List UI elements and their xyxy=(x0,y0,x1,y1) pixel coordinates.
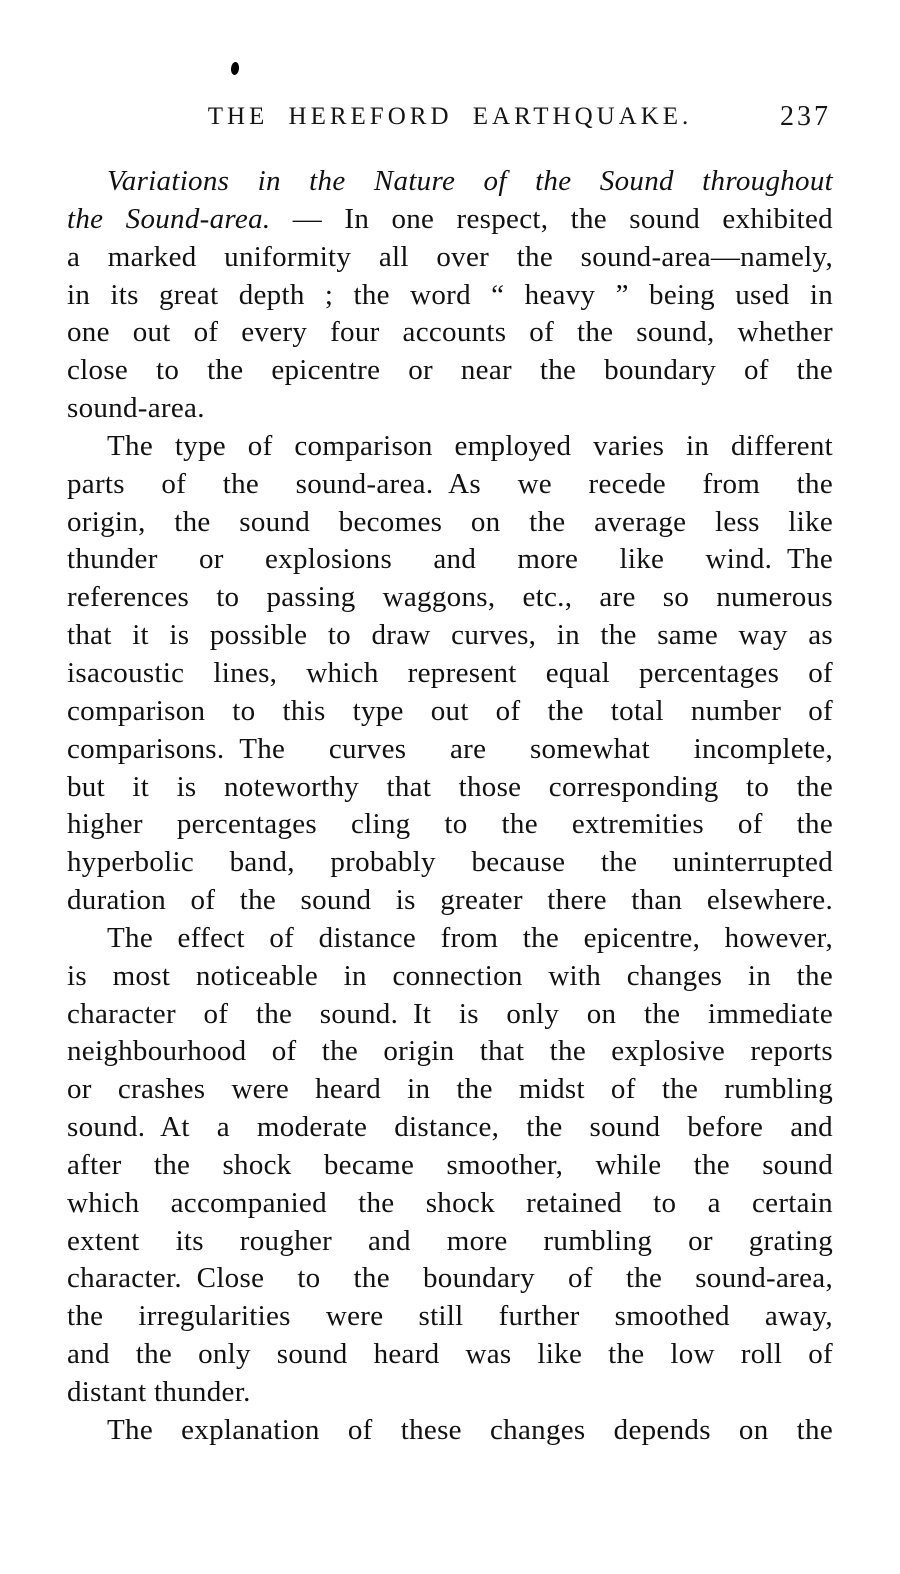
roman-text: — In one respect, the sound exhibited xyxy=(270,202,833,235)
text-line: distant thunder. xyxy=(67,1376,251,1408)
text-line: higher percentages cling to the extremities of the xyxy=(67,808,833,841)
text-line: isacoustic lines, which represent equal percentages of xyxy=(67,656,833,689)
text-line: comparison to this type out of the total number of xyxy=(67,694,833,727)
text-line: character. Close to the boundary of the sound-area, xyxy=(67,1262,833,1295)
text-line: thunder or explosions and more like wind. The xyxy=(67,543,833,576)
text-line: hyperbolic band, probably because the uninterrupted xyxy=(67,846,833,879)
text-line: one out of every four accounts of the sound, whether xyxy=(67,316,833,349)
text-line: that it is possible to draw curves, in the same way as xyxy=(67,619,833,652)
text-line: in its great depth ; the word “ heavy ” being used in xyxy=(67,278,833,311)
italic-text: Variations in the Nature of the Sound throughout xyxy=(107,165,833,197)
text-line: sound. At a moderate distance, the sound before and xyxy=(67,1111,833,1144)
text-line: references to passing waggons, etc., are so numerous xyxy=(67,581,833,614)
text-line: origin, the sound becomes on the average less like xyxy=(67,505,833,538)
text-line: neighbourhood of the origin that the explosive reports xyxy=(67,1035,833,1068)
text-line: parts of the sound-area. As we recede from the xyxy=(67,467,833,500)
text-line: The explanation of these changes depends on the xyxy=(107,1413,833,1446)
text-line: but it is noteworthy that those corresponding to the xyxy=(67,770,833,803)
text-line xyxy=(67,163,833,201)
page-number: 237 xyxy=(780,101,831,132)
text-line: The effect of distance from the epicentre, however, xyxy=(107,921,833,954)
text-line: and the only sound heard was like the low roll of xyxy=(67,1338,833,1371)
text-line xyxy=(67,201,833,239)
text-line: character of the sound. It is only on the immediate xyxy=(67,997,833,1030)
text-line: or crashes were heard in the midst of the rumbling xyxy=(67,1073,833,1106)
text-line: sound-area. xyxy=(67,392,205,425)
body-text-block xyxy=(67,163,833,1450)
text-line: extent its rougher and more rumbling or grating xyxy=(67,1224,833,1257)
ink-dot-mark xyxy=(230,62,239,76)
italic-text: the Sound-area. xyxy=(67,202,271,235)
text-line: The type of comparison employed varies in different xyxy=(107,429,833,462)
text-line: which accompanied the shock retained to a certain xyxy=(67,1186,833,1219)
text-line: a marked uniformity all over the sound-area—namely, xyxy=(67,240,833,273)
text-line: close to the epicentre or near the boundary of the xyxy=(67,354,833,387)
page-header xyxy=(67,100,833,134)
text-line: is most noticeable in connection with changes in the xyxy=(67,959,833,992)
text-line: after the shock became smoother, while the sound xyxy=(67,1148,833,1181)
running-header-title: THE HEREFORD EARTHQUAKE. xyxy=(207,103,693,130)
text-line: comparisons. The curves are somewhat incomplete, xyxy=(67,732,833,765)
text-line: the irregularities were still further smoothed away, xyxy=(67,1300,833,1333)
text-line: duration of the sound is greater there than elsewhere. xyxy=(67,884,833,917)
